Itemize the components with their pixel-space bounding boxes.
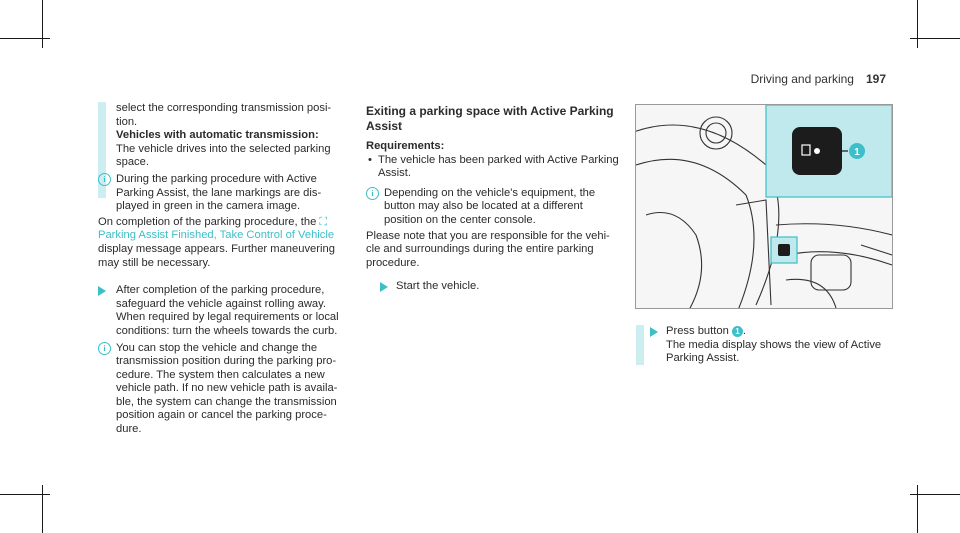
crop-mark [917, 485, 918, 533]
step [636, 325, 892, 366]
paragraph-text: On completion of the parking procedure, the [98, 215, 317, 228]
step-text: After completion of the parking procedure, safeguard the vehicle against rolling away. When required by legal requirements or local conditions: turn the wheels towards the curb. [116, 284, 339, 337]
column-3 [636, 325, 892, 366]
paragraph: Please note that you are responsible for the vehi-cle and surroundings during the entire parking procedure. [366, 229, 610, 269]
step-text: Press button [666, 325, 729, 337]
info-icon: i [366, 187, 379, 200]
section-heading: Exiting a parking space with Active Parking Assist [366, 104, 614, 133]
step-arrow-icon [650, 327, 658, 337]
requirements-label: Requirements: [366, 140, 445, 152]
note-text: Depending on the vehicle's equipment, the button may also be located at a different position on the center console. [384, 186, 596, 226]
info-icon: i [98, 173, 111, 186]
step [98, 284, 350, 338]
center-console-figure [635, 104, 893, 309]
step-result: The media display shows the view of Active Parking Assist. [666, 338, 882, 365]
paragraph: The vehicle drives into the selected parking space. [116, 142, 331, 169]
step-text: Start the vehicle. [396, 280, 480, 293]
paragraph: select the corresponding transmission posi-tion. [116, 102, 332, 128]
subheading: Vehicles with automatic transmission: [116, 129, 319, 142]
callout-badge: 1 [732, 326, 743, 337]
step-arrow-icon [98, 286, 106, 296]
section-title: Driving and parking [750, 72, 854, 86]
parking-assist-icon: ⛶ [319, 215, 328, 228]
note [98, 173, 350, 214]
column-1 [98, 102, 350, 437]
display-message: Parking Assist Finished, Take Control of Vehicle [98, 229, 335, 242]
page-number: 197 [865, 72, 886, 86]
crop-mark [42, 0, 43, 48]
note-text: You can stop the vehicle and change the transmission position during the parking pro-cedure. The system then calculates a new vehicle path. If no new vehicle path is availa-ble, the system can change the transmission position again or cancel the parking proce-dure. [116, 341, 338, 436]
crop-mark [42, 485, 43, 533]
paragraph [98, 216, 350, 270]
figure-callout: 1 [854, 147, 860, 158]
info-icon: i [98, 342, 111, 355]
note [98, 342, 350, 437]
step [366, 280, 622, 294]
step-arrow-icon [380, 282, 388, 292]
step-text: . [742, 325, 747, 337]
column-2 [366, 104, 622, 294]
console-illustration [636, 105, 892, 308]
note-text: During the parking procedure with Active Parking Assist, the lane markings are dis-played in green in the camera image. [116, 172, 322, 213]
note [366, 187, 622, 228]
page-header [751, 72, 886, 86]
paragraph-text: display message appears. Further maneuvering may still be necessary. [98, 242, 335, 269]
crop-mark [917, 0, 918, 48]
list-item: • The vehicle has been parked with Active Parking Assist. [366, 154, 622, 181]
